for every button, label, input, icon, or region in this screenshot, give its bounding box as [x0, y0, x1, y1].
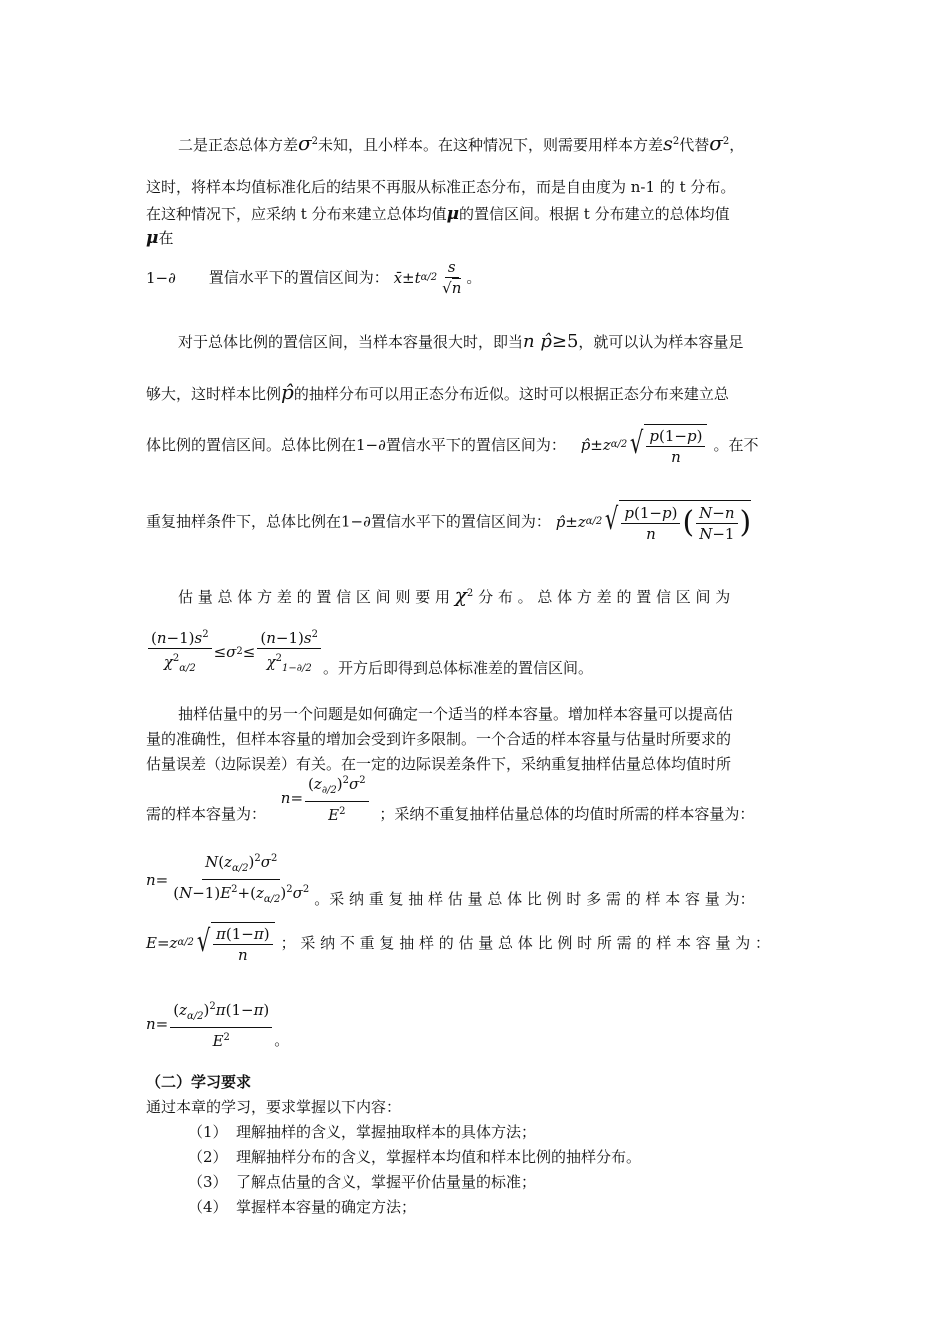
text: 。开方后即得到总体标准差的置信区间。 — [322, 659, 593, 677]
list-number: （2） — [188, 1148, 228, 1166]
text: 置信水平下的置信区间为： — [208, 268, 389, 287]
text: 代替 — [679, 136, 710, 154]
text: 需的样本容量为： — [146, 805, 267, 823]
section-heading: （二）学习要求 — [146, 1073, 252, 1091]
paragraph-line: 二是正态总体方差$\sigma^2$未知，且小样本。在这种情况下，则需要用样本方差$s^2$代替$\sigma^2$， — [178, 131, 745, 155]
paragraph-line — [146, 772, 754, 824]
text: 分 布 。 总 体 方 差 的 置 信 区 间 为 — [478, 588, 731, 606]
t-interval-formula: x̄ ± t α/2 $\frac{s}{√n}$ — [393, 258, 462, 297]
text: ，就可以认为样本容量足 — [578, 333, 744, 351]
text: 。 — [274, 1031, 290, 1049]
text: 抽样估量中的另一个问题是如何确定一个适当的样本容量。增加样本容量可以提高估 — [178, 705, 734, 723]
text: 。采 纳 重 复 抽 样 估 量 总 体 比 例 时 多 需 的 样 本 容 量 为： — [314, 890, 755, 908]
paragraph-line: 够大，这时样本比例p̂的抽样分布可以用正态分布近似。这时可以根据正态分布来建立总 — [146, 380, 729, 404]
text: 估量误差（边际误差）有关。在一定的边际误差条件下，采纳重复抽样估量总体均值时所 — [146, 755, 732, 773]
sample-size-mean-formula: n = $\frac{(z_{\partial/2})^2\sigma^2}{E^2}$ — [281, 772, 371, 824]
paragraph-line — [146, 850, 755, 909]
text: 对于总体比例的置信区间，当样本容量很大时，即当 — [178, 333, 524, 351]
sample-size-proportion-formula: n = $\frac{(z_{\alpha/2})^2\pi(1-\pi)}{E^2}$ — [146, 998, 274, 1050]
list-text: 理解抽样的含义，掌握抽取样本的具体方法； — [236, 1123, 537, 1141]
text: 量的准确性，但样本容量的增加会受到许多限制。一个合适的样本容量与估量时所要求的 — [146, 730, 732, 748]
text: 。在不 — [713, 436, 759, 454]
paragraph-line: 在这种情况下，应采纳 t 分布来建立总体均值μ的置信区间。根据 t 分布建立的总体均值 — [146, 204, 730, 224]
text: 够大，这时样本比例 — [146, 385, 282, 403]
variance-interval-formula: $\frac{(n-1)s^2}{\chi^2_{\alpha/2}}$ ≤ σ 2 ≤ $\frac{(n-1)s^2}{\chi^2_{1-\partial/2}}$ — [146, 626, 323, 678]
list-text: 掌握样本容量的确定方法； — [236, 1198, 417, 1216]
sample-size-mean-finite-formula: n = $\frac{N(z_{\alpha/2})^2\sigma^2}{(N-1)E^2+(z_{\alpha/2})^2\sigma^2}$ — [146, 850, 314, 909]
paragraph-line — [146, 729, 731, 749]
list-number: （4） — [188, 1198, 228, 1216]
proportion-interval-finite-formula: p̂ ± z α/2 √ $\frac{p(1-p)}{n}$ ( $\frac{N-n}{N-1}$ ) — [555, 502, 752, 543]
text: ；采纳不重复抽样估量总体的均值时所需的样本容量为： — [379, 805, 755, 823]
text: 在 — [158, 229, 174, 247]
list-text: 了解点估量的含义，掌握平价估量量的标准； — [236, 1173, 537, 1191]
list-item — [188, 1197, 416, 1217]
paragraph-line — [146, 754, 731, 774]
text: 估 量 总 体 方 差 的 置 信 区 间 则 要 用 — [178, 588, 450, 606]
paragraph-line — [178, 704, 733, 724]
paragraph-line — [146, 626, 593, 678]
text: 置信水平下的置信区间为： — [370, 512, 551, 531]
text: 在这种情况下，应采纳 t 分布来建立总体均值 — [146, 205, 447, 223]
paragraph-line — [146, 998, 289, 1050]
text: 重复抽样条件下，总体比例在 — [146, 512, 342, 531]
proportion-interval-formula: p̂ ± z α/2 √ $\frac{p(1-p)}{n}$ — [581, 424, 708, 466]
paragraph-line: 对于总体比例的置信区间，当样本容量很大时，即当n p̂≥5，就可以认为样本容量足 — [178, 331, 744, 352]
paragraph-line — [146, 258, 481, 297]
paragraph-line — [146, 177, 735, 197]
text: 。 — [466, 268, 482, 287]
text: ， — [729, 136, 745, 154]
math-text: 1−∂ — [146, 268, 176, 287]
section-intro: 通过本章的学习，要求掌握以下内容： — [146, 1098, 402, 1116]
list-item — [188, 1172, 536, 1192]
text: 的抽样分布可以用正态分布近似。这时可以根据正态分布来建立总 — [293, 385, 729, 403]
text: 未知，且小样本。在这种情况下，则需要用样本方差 — [318, 136, 664, 154]
text: 二是正态总体方差 — [178, 136, 299, 154]
error-proportion-formula: E = z α/2 √ $\frac{\pi(1-\pi)}{n}$ — [146, 922, 275, 964]
paragraph-line: 体比例的置信区间。总体比例在1−∂置信水平下的置信区间为： p̂ ± z α/2 √ $\frac{p(1-p)}{n}$ 。在不 — [146, 426, 759, 466]
list-item — [188, 1147, 641, 1167]
text: 置信水平下的置信区间为： — [385, 436, 566, 454]
text: 的置信区间。根据 t 分布建立的总体均值 — [459, 205, 730, 223]
text: 体比例的置信区间。总体比例在 — [146, 436, 357, 454]
list-item — [188, 1122, 536, 1142]
text: 这时，将样本均值标准化后的结果不再服从标准正态分布，而是自由度为 n-1 的 t 分布。 — [146, 178, 736, 196]
text: ； 采 纳 不 重 复 抽 样 的 估 量 总 体 比 例 时 所 需 的 样 本 容 量 为 ： — [280, 934, 771, 952]
paragraph-line: 重复抽样条件下，总体比例在1−∂置信水平下的置信区间为： p̂ ± z α/2 √ $\frac{p(1-p)}{n}$ ( $\frac{N-n}{N-1}$ ) — [146, 502, 752, 543]
list-number: （1） — [188, 1123, 228, 1141]
paragraph-line: μ在 — [146, 228, 174, 248]
paragraph-line — [146, 922, 770, 964]
paragraph-line: 估 量 总 体 方 差 的 置 信 区 间 则 要 用 $\chi^2$ 分 布 。 总 体 方 差 的 置 信 区 间 为 — [178, 583, 731, 607]
list-text: 理解抽样分布的含义，掌握样本均值和样本比例的抽样分布。 — [236, 1148, 642, 1166]
list-number: （3） — [188, 1173, 228, 1191]
